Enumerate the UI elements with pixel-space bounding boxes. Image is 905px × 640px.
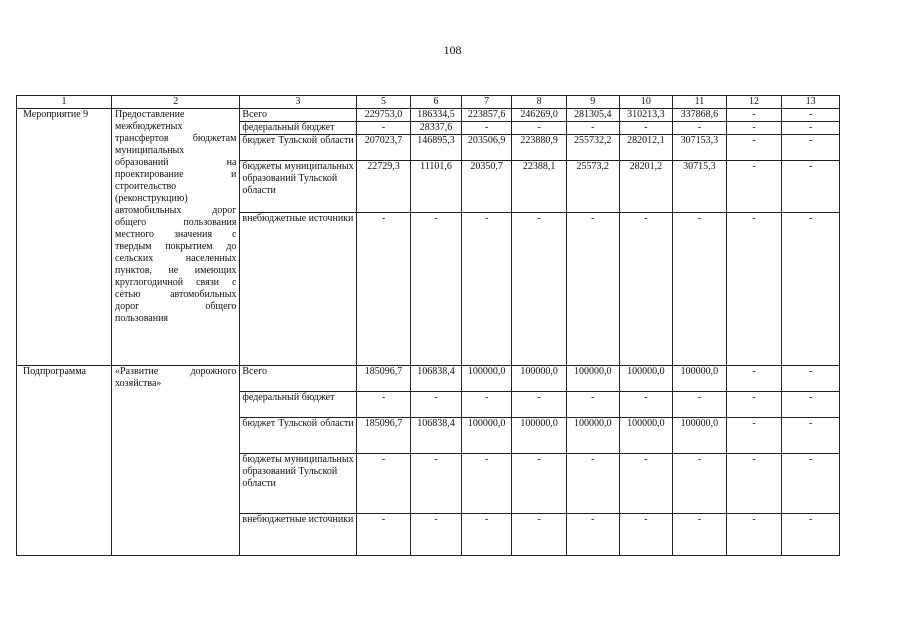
value-cell: 100000,0 [512, 418, 567, 454]
description-line: местного значения с [115, 229, 237, 240]
header-cell: 13 [782, 96, 840, 109]
value-cell: 100000,0 [619, 366, 673, 392]
value-cell: - [461, 454, 512, 514]
value-cell: 203506,9 [461, 135, 512, 161]
value-cell: - [726, 514, 782, 556]
header-cell: 12 [726, 96, 782, 109]
value-cell: 223880,9 [512, 135, 567, 161]
description-line: пунктов, не имеющих [115, 265, 237, 276]
source-label [240, 454, 356, 514]
value-cell: - [673, 454, 727, 514]
value-cell: 100000,0 [461, 418, 512, 454]
value-cell: 281305,4 [566, 109, 619, 122]
header-cell: 5 [356, 96, 411, 109]
description-line: муниципальных [115, 145, 185, 156]
value-cell: 246269,0 [512, 109, 567, 122]
value-cell: - [461, 122, 512, 135]
value-cell: 22729,3 [356, 161, 411, 213]
description-line: дорог общего [115, 301, 237, 312]
source-label-text: Всего [242, 366, 267, 377]
value-cell: 100000,0 [619, 418, 673, 454]
value-cell: - [726, 213, 782, 366]
item-name: Мероприятие 9 [17, 109, 112, 366]
description-line: автомобильных дорог [115, 205, 237, 216]
budget-table [16, 95, 840, 556]
header-cell: 8 [512, 96, 567, 109]
value-cell: 100000,0 [673, 366, 727, 392]
value-cell: - [411, 514, 462, 556]
value-cell: - [726, 454, 782, 514]
page-number: 108 [443, 43, 462, 57]
value-cell: - [673, 122, 727, 135]
value-cell: - [566, 122, 619, 135]
value-cell: - [411, 213, 462, 366]
value-cell: - [619, 454, 673, 514]
value-cell: 146895,3 [411, 135, 462, 161]
header-cell: 7 [461, 96, 512, 109]
source-label-text: внебюджетные источники [242, 213, 354, 224]
value-cell: - [512, 122, 567, 135]
description-line: сельских населенных [115, 253, 237, 264]
value-cell: 185096,7 [356, 366, 411, 392]
source-label [240, 418, 356, 454]
value-cell: 337868,6 [673, 109, 727, 122]
header-cell: 9 [566, 96, 619, 109]
value-cell: 310213,3 [619, 109, 673, 122]
value-cell: 100000,0 [566, 366, 619, 392]
source-label [240, 514, 356, 556]
value-cell: 186334,5 [411, 109, 462, 122]
source-label [240, 109, 356, 122]
header-cell: 1 [17, 96, 112, 109]
value-cell: - [782, 122, 840, 135]
value-cell: - [782, 161, 840, 213]
value-cell: - [673, 213, 727, 366]
value-cell: - [782, 109, 840, 122]
value-cell: - [512, 514, 567, 556]
value-cell: - [726, 135, 782, 161]
description-line: образований на [115, 157, 237, 168]
value-cell: 223857,6 [461, 109, 512, 122]
item-description [112, 109, 240, 366]
value-cell: - [356, 122, 411, 135]
description-line: «Развитие дорожного [115, 366, 237, 377]
value-cell: - [782, 454, 840, 514]
description-line: круглогодичной связи с [115, 277, 237, 288]
value-cell: - [782, 514, 840, 556]
value-cell: - [782, 418, 840, 454]
value-cell: 100000,0 [461, 366, 512, 392]
header-cell: 10 [619, 96, 673, 109]
value-cell: 282012,1 [619, 135, 673, 161]
description-line: трансфертов бюджетам [115, 133, 237, 144]
source-label-text: внебюджетные источники [242, 514, 354, 525]
value-cell: - [673, 514, 727, 556]
value-cell: - [356, 514, 411, 556]
value-cell: - [356, 392, 411, 418]
value-cell: 255732,2 [566, 135, 619, 161]
description-line: твердым покрытием до [115, 241, 237, 252]
value-cell: - [782, 135, 840, 161]
source-label [240, 213, 356, 366]
value-cell: - [619, 392, 673, 418]
value-cell: - [411, 454, 462, 514]
header-cell: 3 [240, 96, 356, 109]
value-cell: 106838,4 [411, 366, 462, 392]
value-cell: - [566, 454, 619, 514]
source-label [240, 135, 356, 161]
description-line: хозяйства» [115, 378, 162, 389]
source-label-text: Всего [242, 109, 267, 120]
value-cell: 30715,3 [673, 161, 727, 213]
value-cell: - [512, 454, 567, 514]
source-label [240, 161, 356, 213]
value-cell: 207023,7 [356, 135, 411, 161]
value-cell: 307153,3 [673, 135, 727, 161]
value-cell: 100000,0 [673, 418, 727, 454]
source-label-text: федеральный бюджет [242, 392, 335, 403]
value-cell: - [726, 366, 782, 392]
description-line: межбюджетных [115, 121, 183, 132]
value-cell: - [782, 213, 840, 366]
header-cell: 2 [112, 96, 240, 109]
value-cell: - [619, 122, 673, 135]
table-row [17, 109, 840, 122]
value-cell: - [411, 392, 462, 418]
value-cell: 22388,1 [512, 161, 567, 213]
description-line: (реконструкцию) [115, 193, 188, 204]
source-label [240, 392, 356, 418]
header-cell: 6 [411, 96, 462, 109]
value-cell: - [619, 213, 673, 366]
value-cell: 100000,0 [512, 366, 567, 392]
value-cell: - [566, 392, 619, 418]
source-label-text: бюджеты муниципальных образований Тульской области [242, 161, 354, 196]
value-cell: - [566, 514, 619, 556]
value-cell: - [726, 418, 782, 454]
value-cell: - [512, 213, 567, 366]
value-cell: 100000,0 [566, 418, 619, 454]
value-cell: - [566, 213, 619, 366]
value-cell: - [461, 514, 512, 556]
value-cell: 229753,0 [356, 109, 411, 122]
value-cell: - [726, 161, 782, 213]
value-cell: - [461, 392, 512, 418]
source-label-text: бюджеты муниципальных образований Тульской области [242, 454, 354, 489]
source-label-text: бюджет Тульской области [242, 135, 354, 146]
source-label-text: бюджет Тульской области [242, 418, 354, 429]
value-cell: - [619, 514, 673, 556]
description-line: общего пользования [115, 217, 237, 228]
value-cell: - [726, 392, 782, 418]
value-cell: 106838,4 [411, 418, 462, 454]
item-name: Подпрограмма [17, 366, 112, 556]
value-cell: 25573,2 [566, 161, 619, 213]
value-cell: 20350,7 [461, 161, 512, 213]
value-cell: - [512, 392, 567, 418]
value-cell: 185096,7 [356, 418, 411, 454]
description-line: строительство [115, 181, 177, 192]
value-cell: 28201,2 [619, 161, 673, 213]
description-line: сетью автомобильных [115, 289, 237, 300]
value-cell: - [726, 122, 782, 135]
header-row [17, 96, 840, 109]
value-cell: 28337,6 [411, 122, 462, 135]
item-description [112, 366, 240, 556]
description-line: проектирование и [115, 169, 237, 180]
value-cell: - [461, 213, 512, 366]
source-label [240, 366, 356, 392]
description-line: Предоставление [115, 109, 185, 120]
value-cell: - [782, 392, 840, 418]
value-cell: - [356, 213, 411, 366]
description-line: пользования [115, 313, 169, 324]
value-cell: 11101,6 [411, 161, 462, 213]
table-row [17, 366, 840, 392]
source-label [240, 122, 356, 135]
value-cell: - [782, 366, 840, 392]
value-cell: - [673, 392, 727, 418]
value-cell: - [356, 454, 411, 514]
header-cell: 11 [673, 96, 727, 109]
source-label-text: федеральный бюджет [242, 122, 335, 133]
value-cell: - [726, 109, 782, 122]
